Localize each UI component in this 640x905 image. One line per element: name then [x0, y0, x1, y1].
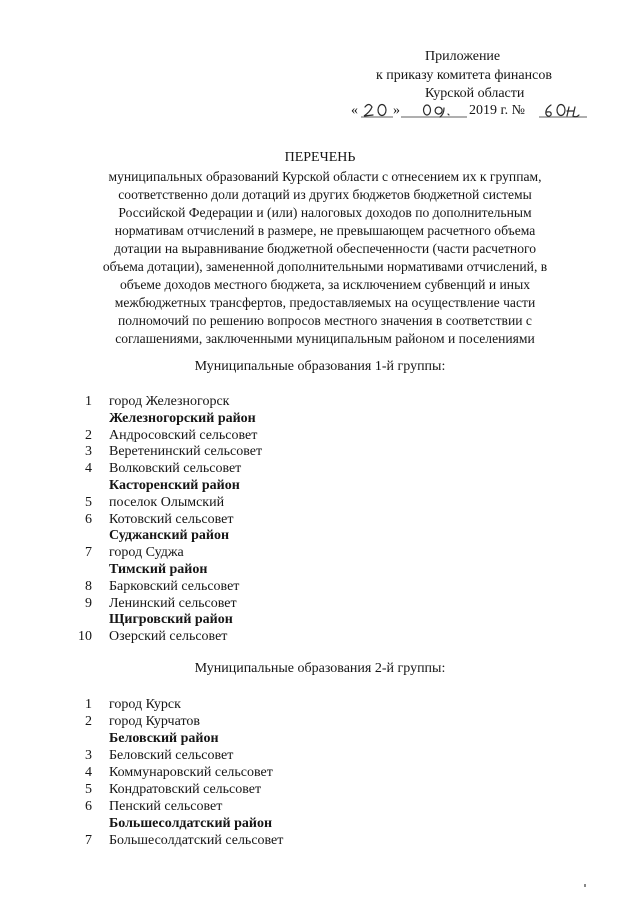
list-item — [0, 394, 640, 411]
municipality-name: город Суджа — [109, 545, 184, 561]
municipality-name: Пенский сельсовет — [109, 799, 223, 814]
preamble-line: муниципальных образований Курской области с отнесением их к группам, — [108, 169, 542, 184]
preamble-line: нормативам отчислений в размере, не превышающем расчетного объема — [114, 223, 536, 238]
district-name: Большесолдатский район — [109, 816, 273, 831]
item-number: 4 — [85, 461, 92, 477]
document-preamble — [60, 168, 590, 348]
item-number: 5 — [85, 494, 92, 510]
item-number: 2 — [85, 427, 92, 443]
list-item — [0, 782, 640, 799]
preamble-line: соглашениями, заключенными муниципальным районом и поселениями — [115, 331, 535, 346]
district-name: Железногорский район — [109, 410, 256, 426]
item-number: 1 — [85, 394, 92, 409]
list-item — [0, 765, 640, 782]
municipality-name: Кондратовский сельсовет — [109, 782, 262, 797]
municipality-name: город Железногорск — [109, 394, 230, 409]
handwritten-month — [424, 105, 450, 117]
list-item — [0, 629, 640, 646]
list-item — [0, 596, 640, 613]
district-heading — [0, 612, 640, 629]
item-number: 4 — [85, 765, 92, 780]
appendix-order-ref: к приказу комитета финансов — [376, 68, 552, 83]
item-number: 7 — [85, 545, 92, 561]
document-title: ПЕРЕЧЕНЬ — [284, 150, 356, 165]
list-item — [0, 714, 640, 731]
district-heading — [0, 731, 640, 748]
municipality-name: Котовский сельсовет — [109, 511, 234, 527]
district-heading — [0, 528, 640, 545]
preamble-line: межбюджетных трансфертов, предоставляемых на осуществление части — [114, 295, 536, 310]
handwritten-fill — [351, 98, 591, 122]
list-item — [0, 495, 640, 512]
district-heading — [0, 816, 640, 833]
municipality-name: Волковский сельсовет — [109, 461, 242, 477]
item-number: 6 — [85, 511, 92, 527]
list-item — [0, 428, 640, 445]
handwritten-order-number — [546, 105, 579, 117]
district-heading — [0, 562, 640, 579]
list-item — [0, 748, 640, 765]
municipality-name: город Курск — [109, 697, 181, 712]
appendix-date-row — [351, 98, 591, 122]
municipality-name: Беловский сельсовет — [109, 748, 234, 763]
date-close-quote: » — [393, 103, 400, 118]
date-year-label: 2019 г. № — [469, 103, 526, 118]
item-number: 6 — [85, 799, 92, 814]
group2-heading: Муниципальные образования 2-й группы: — [194, 661, 446, 676]
preamble-line: объеме доходов местного бюджета, за исключением субвенций и иных — [120, 277, 530, 292]
item-number: 9 — [85, 595, 92, 611]
preamble-line: дотации на выравнивание бюджетной обеспеченности (части расчетного — [113, 241, 537, 256]
item-number: 1 — [85, 697, 92, 712]
scan-mark — [584, 884, 586, 887]
item-number: 3 — [85, 748, 92, 763]
preamble-line: соответственно доли дотаций из других бюджетов бюджетной системы — [118, 187, 532, 202]
handwritten-day — [364, 105, 386, 117]
list-item — [0, 545, 640, 562]
municipality-name: Озерский сельсовет — [109, 629, 228, 645]
list-item — [0, 799, 640, 816]
item-number: 8 — [85, 578, 92, 594]
preamble-line: полномочий по решению вопросов местного значения в соответствии с — [118, 313, 532, 328]
item-number: 10 — [78, 629, 92, 645]
municipality-name: город Курчатов — [109, 714, 200, 729]
item-number: 3 — [85, 444, 92, 460]
district-name: Суджанский район — [109, 528, 230, 544]
district-name: Тимский район — [109, 562, 208, 577]
list-item — [0, 512, 640, 529]
item-number: 7 — [85, 833, 92, 848]
municipality-name: Коммунаровский сельсовет — [109, 765, 273, 780]
district-heading — [0, 411, 640, 428]
item-number: 2 — [85, 714, 92, 729]
appendix-region: Курской области — [425, 86, 525, 101]
district-name: Щигровский район — [109, 612, 233, 628]
list-item — [0, 697, 640, 714]
date-open-quote: « — [351, 103, 358, 118]
list-item — [0, 833, 640, 850]
municipality-name: Веретенинский сельсовет — [109, 444, 263, 460]
group1-heading: Муниципальные образования 1-й группы: — [194, 359, 446, 374]
item-number: 5 — [85, 782, 92, 797]
list-item — [0, 444, 640, 461]
district-name: Беловский район — [109, 731, 219, 746]
municipality-name: Большесолдатский сельсовет — [109, 833, 284, 848]
municipality-name: Барковский сельсовет — [109, 578, 240, 594]
municipality-name: Ленинский сельсовет — [109, 595, 237, 611]
preamble-line: Российской Федерации и (или) налоговых доходов по дополнительным — [118, 205, 532, 220]
district-heading — [0, 478, 640, 495]
preamble-line: объема дотации), замененной дополнительными нормативами отчислений, в — [102, 259, 548, 274]
list-item — [0, 461, 640, 478]
municipality-name: поселок Олымский — [109, 494, 225, 510]
appendix-title: Приложение — [425, 49, 501, 64]
list-item — [0, 579, 640, 596]
municipality-name: Андросовский сельсовет — [109, 427, 258, 443]
district-name: Касторенский район — [109, 478, 240, 493]
